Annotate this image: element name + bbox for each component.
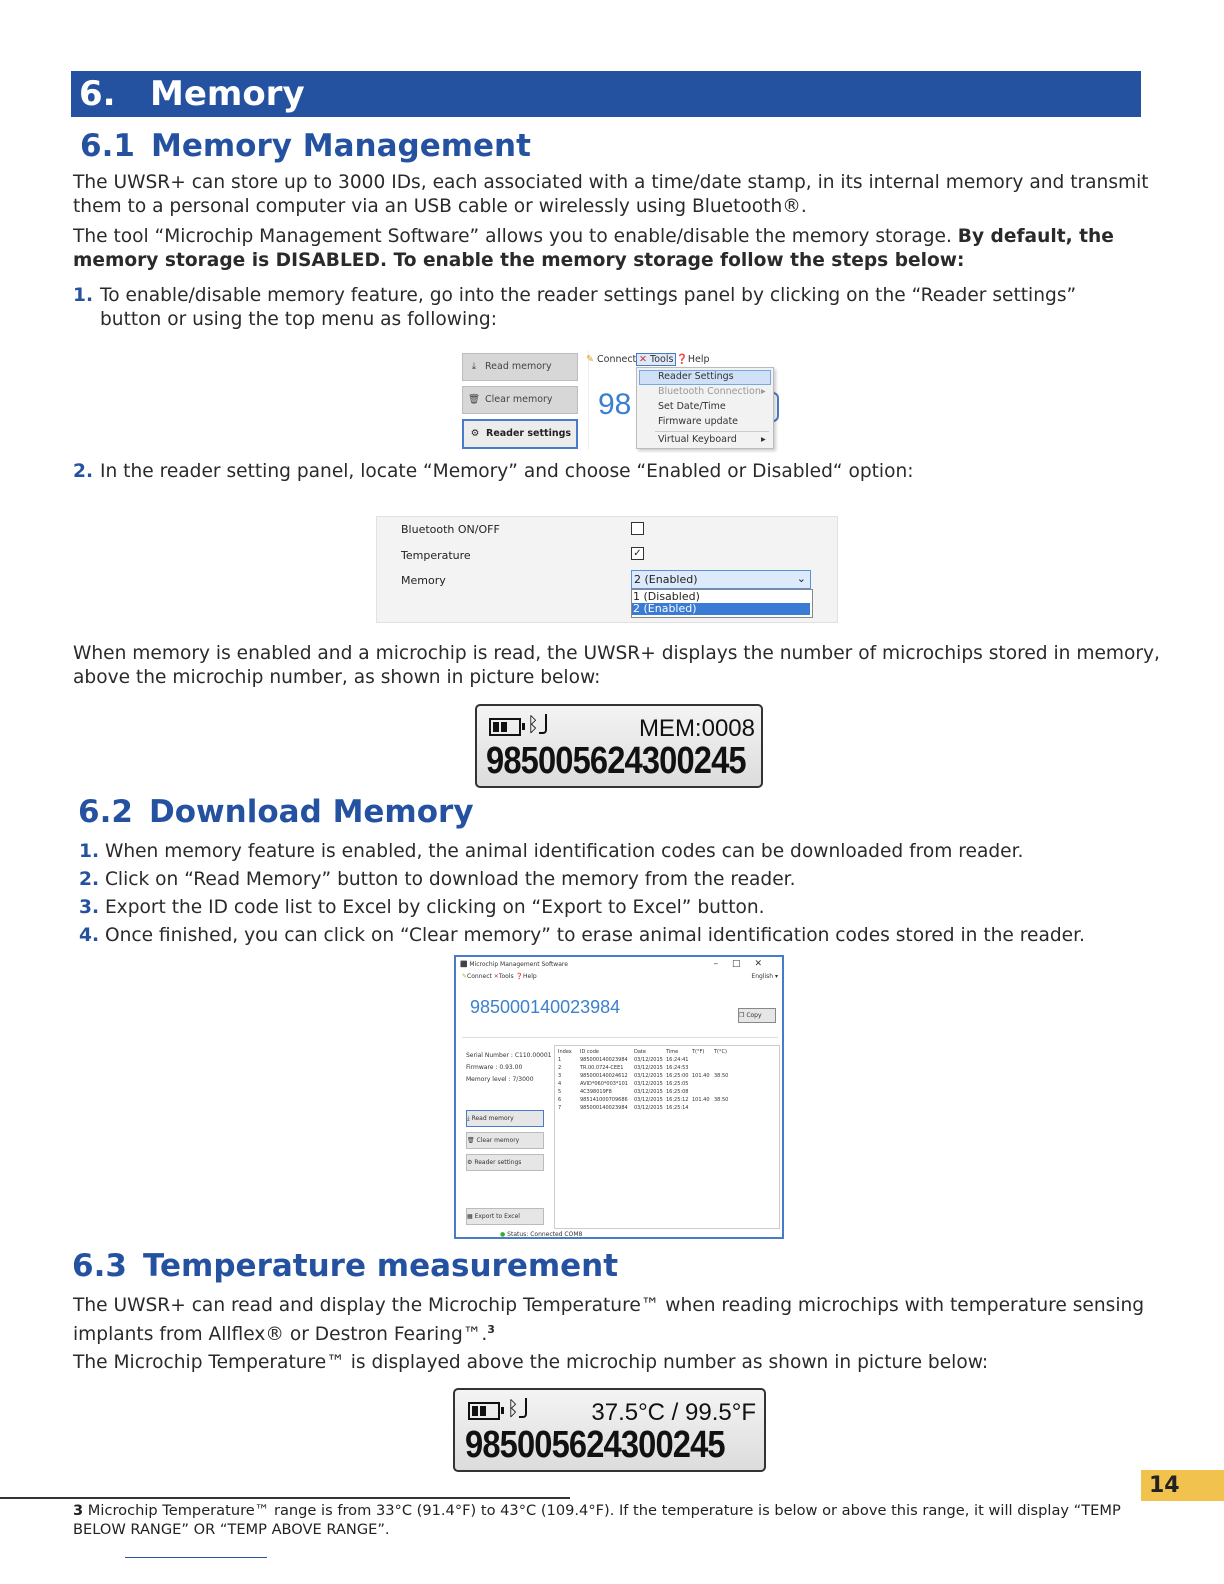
lcd-temperature-display xyxy=(453,1388,766,1472)
id-table xyxy=(554,1045,780,1229)
paragraph-software xyxy=(73,225,1163,273)
lcd-chip-number: 985005624300245 xyxy=(486,740,746,782)
download-icon: ⤓ xyxy=(471,361,477,372)
table-row[interactable]: 6 985141000709686 03/12/2015 16:25:12 101.40 38.50 xyxy=(558,1097,729,1103)
tools-icon: ✕ xyxy=(639,354,647,365)
footnote-number: 3 xyxy=(73,1502,84,1519)
gear-icon: ⚙ xyxy=(467,1159,473,1166)
menubar xyxy=(462,973,537,980)
memory-select-value: 2 (Enabled) xyxy=(634,573,698,586)
download-steps-list xyxy=(79,840,1169,952)
paragraph-temperature: The UWSR+ can read and display the Microchip Temperature™ when reading microchips with temperature sensing implants from Allflex® or Destron Fearing™.$^3$ xyxy=(73,1295,1145,1346)
chevron-down-icon: ⌄ xyxy=(796,572,806,585)
menu-item-bluetooth[interactable]: Bluetooth Connection xyxy=(658,386,761,397)
screenshot-reader-menu xyxy=(462,350,777,450)
language-select[interactable]: English ▾ xyxy=(751,973,778,980)
paragraph-bold: By default, the memory storage is DISABLED. To enable the memory storage follow the steps below: xyxy=(73,226,1114,271)
trash-icon: 🗑 xyxy=(467,394,481,405)
table-row[interactable]: 2 TR.00.0724-CEE1 03/12/2015 16:24:53 xyxy=(558,1065,689,1071)
menu-tools[interactable]: ✕ Tools xyxy=(636,353,676,366)
window-title: ⬛ Microchip Management Software xyxy=(460,961,568,968)
screenshot-software-window xyxy=(454,955,784,1239)
app-icon: ⬛ xyxy=(460,961,468,968)
menu-item-firmware[interactable]: Firmware update xyxy=(658,416,739,427)
option-disabled[interactable]: 1 (Disabled) xyxy=(633,590,700,603)
lcd-memory-display xyxy=(475,704,763,788)
table-row[interactable]: 3 985000140024612 03/12/2015 16:25:00 101.40 38.50 xyxy=(558,1073,729,1079)
battery-icon xyxy=(489,718,521,736)
menu-help[interactable]: ❓Help xyxy=(676,354,710,365)
list-item: 1. When memory feature is enabled, the animal identification codes can be downloaded from reader. xyxy=(79,841,1024,862)
paragraph-temperature-display: The Microchip Temperature™ is displayed above the microchip number as shown in picture below: xyxy=(73,1352,989,1373)
gear-icon: ⚙ xyxy=(470,428,480,439)
clear-memory-button[interactable]: 🗑 Clear memory xyxy=(466,1132,544,1149)
menu-help[interactable]: ❓Help xyxy=(515,973,537,980)
bluetooth-icon: ᛒ xyxy=(527,712,539,736)
option-enabled[interactable]: 2 (Enabled) xyxy=(632,603,810,615)
menubar xyxy=(586,354,786,368)
read-memory-button[interactable]: ⤓ Read memory xyxy=(466,1110,544,1127)
step-2 xyxy=(73,460,1153,484)
setting-label-bluetooth: Bluetooth ON/OFF xyxy=(401,523,500,536)
memory-options-list xyxy=(631,589,813,618)
heading-number: 6.3 xyxy=(72,1248,127,1284)
list-item: 4. Once finished, you can click on “Clear memory” to erase animal identification codes stored in the reader. xyxy=(79,925,1085,946)
heading-6-2 xyxy=(78,794,474,830)
reader-settings-button[interactable]: ⚙ Reader settings xyxy=(462,419,578,449)
memory-select[interactable] xyxy=(631,570,811,589)
heading-title: Memory Management xyxy=(151,128,531,164)
screenshot-reader-settings xyxy=(376,516,838,623)
paragraph-memory-display: When memory is enabled and a microchip is read, the UWSR+ displays the number of microchips stored in memory, above the microchip number, as shown in picture below: xyxy=(73,643,1160,688)
heading-title: Temperature measurement xyxy=(143,1248,619,1284)
menu-divider xyxy=(655,431,769,432)
footnote-ref[interactable]: 3 xyxy=(487,1323,495,1336)
clear-memory-button[interactable]: 🗑 Clear memory xyxy=(462,386,578,414)
copy-icon: ❐ xyxy=(739,1012,745,1019)
menu-connect[interactable]: ✎ Connect xyxy=(586,354,637,365)
lcd-chip-number: 985005624300245 xyxy=(465,1424,725,1466)
device-info: Serial Number : C110.00001 Firmware : 0.93.00 Memory level : 7/3000 xyxy=(466,1052,552,1083)
menu-item-date-time[interactable]: Set Date/Time xyxy=(658,401,726,412)
footer-rule xyxy=(125,1557,267,1558)
read-memory-button[interactable]: ⤓ Read memory xyxy=(462,353,578,381)
heading-6-1 xyxy=(80,128,531,164)
chip-number: 985000140023984 xyxy=(470,997,621,1017)
footnote-rule xyxy=(0,1497,570,1499)
battery-icon xyxy=(468,1402,500,1420)
footnote xyxy=(73,1501,1123,1539)
table-row[interactable]: 4 AVID*060*003*101 03/12/2015 16:25:05 xyxy=(558,1081,689,1087)
excel-icon: ▦ xyxy=(467,1213,473,1220)
temperature-checkbox[interactable]: ✓ xyxy=(631,547,644,560)
table-row[interactable]: 7 985000140023984 03/12/2015 16:25:14 xyxy=(558,1105,689,1111)
bluetooth-icon: ᛒ xyxy=(507,1396,519,1420)
heading-number: 6.2 xyxy=(78,794,133,830)
paragraph-storage: The UWSR+ can store up to 3000 IDs, each associated with a time/date stamp, in its internal memory and transmit them to a personal computer via an USB cable or wirelessly using Bluetooth®. xyxy=(73,172,1149,217)
list-item: 3. Export the ID code list to Excel by clicking on “Export to Excel” button. xyxy=(79,897,765,918)
lcd-temperature: 37.5°C / 99.5°F xyxy=(591,1399,756,1426)
paragraph-plain: The tool “Microchip Management Software” allows you to enable/disable the memory storage. xyxy=(73,226,958,247)
help-icon: ❓ xyxy=(676,354,688,365)
page-number: 14 xyxy=(1141,1470,1224,1501)
heading-6-3 xyxy=(72,1248,618,1284)
download-icon: ⤓ xyxy=(467,1115,470,1122)
menu-item-reader-settings[interactable]: Reader Settings xyxy=(658,371,734,382)
setting-label-memory: Memory xyxy=(401,574,446,587)
step-text: To enable/disable memory feature, go into the reader settings panel by clicking on the “Reader settings” button or using the top menu as following: xyxy=(100,285,1077,330)
divider xyxy=(462,1037,778,1038)
trash-icon: 🗑 xyxy=(467,1137,475,1144)
lcd-memory-count: MEM:0008 xyxy=(638,715,755,742)
connect-icon: ✎ xyxy=(586,354,594,365)
status-dot-icon: ● xyxy=(500,1231,506,1238)
signal-bracket xyxy=(519,1398,527,1418)
setting-label-temperature: Temperature xyxy=(401,549,471,562)
signal-bracket xyxy=(539,714,547,734)
step-number: 2. xyxy=(73,461,94,482)
step-text: In the reader setting panel, locate “Memory” and choose “Enabled or Disabled“ option: xyxy=(100,461,914,482)
partial-number: 98 xyxy=(598,388,632,421)
status-bar: ● Status: Connected COM8 xyxy=(500,1231,583,1238)
table-row[interactable]: 5 4C398019F8 03/12/2015 16:25:08 xyxy=(558,1089,689,1095)
bluetooth-checkbox[interactable] xyxy=(631,522,644,535)
export-excel-button[interactable]: ▦ Export to Excel xyxy=(466,1208,544,1225)
submenu-arrow-icon: ▸ xyxy=(761,386,766,397)
window-controls[interactable]: –□✕ xyxy=(713,959,776,969)
reader-settings-button[interactable]: ⚙ Reader settings xyxy=(466,1154,544,1171)
submenu-arrow-icon: ▸ xyxy=(761,434,766,445)
footnote-text: Microchip Temperature™ range is from 33°C (91.4°F) to 43°C (109.4°F). If the temperature is below or above this range, it will display “TEMP BELOW RANGE” OR “TEMP ABOVE RANGE”. xyxy=(73,1502,1121,1538)
step-number: 1. xyxy=(73,285,94,306)
list-item: 2. Click on “Read Memory” button to download the memory from the reader. xyxy=(79,869,796,890)
heading-title: Download Memory xyxy=(149,794,474,830)
section-banner xyxy=(71,71,1141,117)
table-header-row: Index ID code Date Time T(°F) T(°C) xyxy=(558,1049,727,1055)
menu-item-virtual-keyboard[interactable]: Virtual Keyboard xyxy=(658,434,737,445)
menu-tools[interactable]: ✕Tools xyxy=(493,973,514,980)
section-number: 6. xyxy=(79,74,116,114)
tools-dropdown xyxy=(636,367,774,449)
heading-number: 6.1 xyxy=(80,128,135,164)
section-title: Memory xyxy=(150,74,305,114)
table-row[interactable]: 1 985000140023984 03/12/2015 16:24:41 xyxy=(558,1057,689,1063)
copy-button[interactable]: ❐ Copy xyxy=(738,1008,776,1023)
menu-connect[interactable]: ✎Connect xyxy=(462,973,492,980)
step-1 xyxy=(73,284,1153,330)
